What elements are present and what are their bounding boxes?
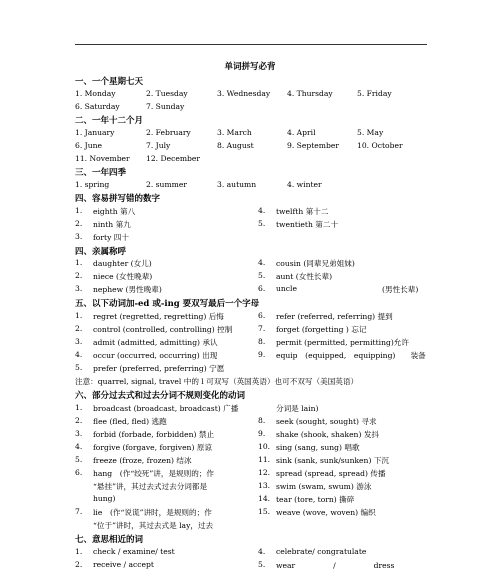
list-item: occur (occurred, occurring) 出现 [93, 351, 218, 360]
list-item: weave (wove, woven) 编织 [276, 508, 376, 517]
list-item: 分词是 lain) [276, 404, 319, 413]
item-number: 8. [258, 337, 266, 346]
list-row [75, 337, 427, 349]
section-heading-numbers: 四、容易拼写错的数字 [75, 194, 161, 204]
list-item: 3. March [217, 128, 252, 137]
list-row [75, 89, 427, 101]
list-item: 2. summer [146, 180, 187, 189]
list-item: daughter (女儿) [93, 259, 152, 268]
list-row [75, 455, 427, 467]
list-row [75, 363, 427, 375]
list-item: seek (sought, sought) 寻求 [276, 417, 377, 426]
list-item: wear / dress [276, 561, 395, 570]
item-number: 5. [258, 560, 266, 569]
item-number: 4. [258, 547, 266, 556]
list-item: shake (shook, shaken) 发抖 [276, 430, 380, 439]
item-number: 13. [258, 481, 271, 490]
list-item: 6. June [75, 141, 102, 150]
item-number: 6. [75, 468, 83, 477]
item-number: 7. [75, 507, 83, 516]
list-row [75, 271, 427, 283]
section-heading-weekdays: 一、一个星期七天 [75, 77, 144, 87]
item-number: 1. [75, 206, 83, 215]
item-number: 9. [258, 350, 266, 359]
list-row [75, 481, 427, 493]
list-item: forget (forgetting ) 忘记 [276, 325, 367, 334]
list-item: 12. December [146, 154, 201, 163]
section-heading-seasons: 三、一年四季 [75, 168, 127, 178]
item-number: 7. [258, 324, 266, 333]
list-row [75, 520, 427, 532]
item-number: 3. [75, 429, 83, 438]
list-item: twelfth 第十二 [276, 207, 329, 216]
item-number: 9. [258, 429, 266, 438]
list-item: forty 四十 [93, 233, 129, 242]
item-number: 10. [258, 442, 271, 451]
item-number: 3. [75, 337, 83, 346]
item-number: 6. [258, 284, 266, 293]
list-item: check / examine/ test [93, 547, 175, 556]
item-number: 4. [258, 206, 266, 215]
list-item-note: (男性长辈) [382, 285, 419, 294]
list-row [75, 154, 427, 166]
item-number: 6. [258, 311, 266, 320]
section-heading-months: 二、一年十二个月 [75, 116, 144, 126]
list-row [75, 429, 427, 441]
list-row [75, 232, 427, 244]
list-item: sing (sang, sung) 唱歌 [276, 443, 360, 452]
item-number: 2. [75, 560, 83, 569]
item-number: 3. [75, 232, 83, 241]
list-item: “悬挂”讲，其过去式过去分词都是 [93, 482, 208, 491]
list-item: celebrate/ congratulate [276, 547, 367, 556]
list-item: 7. Sunday [146, 102, 185, 111]
list-item: 4. Thursday [287, 89, 333, 98]
list-item: cousin (同辈兄弟姐妹) [276, 259, 355, 268]
list-item: equip (equipped, equipping) 装备 [276, 351, 426, 360]
list-item: receive / accept [93, 560, 154, 569]
header-rule [75, 44, 427, 45]
item-number: 2. [75, 271, 83, 280]
list-item: lie (作“说谎”讲时，是规则的；作 [93, 508, 212, 517]
item-number: 5. [258, 271, 266, 280]
page-title: 单词拼写必背 [224, 62, 276, 72]
item-number: 12. [258, 468, 271, 477]
list-row [75, 442, 427, 454]
section-heading-irregular-verbs: 六、部分过去式和过去分词不规则变化的动词 [75, 391, 246, 401]
list-item: refer (referred, referring) 提到 [276, 312, 393, 321]
list-row [75, 258, 427, 270]
list-item: spread (spread, spread) 传播 [276, 469, 386, 478]
item-number: 1. [75, 547, 83, 556]
list-item: nephew (男性晚辈) [93, 285, 162, 294]
list-item: freeze (froze, frozen) 结冰 [93, 456, 192, 465]
item-number: 1. [75, 311, 83, 320]
item-number: 2. [75, 219, 83, 228]
list-item: 11. November [75, 154, 130, 163]
item-number: 15. [258, 507, 271, 516]
item-number: 1. [75, 258, 83, 267]
list-item: 1. January [75, 128, 115, 137]
list-row [75, 403, 427, 415]
list-item: permit (permitted, permitting)允许 [276, 338, 409, 347]
list-item: 7. July [146, 141, 171, 150]
list-item: 4. April [287, 128, 316, 137]
list-row [75, 141, 427, 153]
section-heading-double-consonant: 五、以下动词加-ed 或-ing 要双写最后一个字母 [75, 299, 260, 309]
list-row [75, 128, 427, 140]
list-item: forgive (forgave, forgiven) 原谅 [93, 443, 213, 452]
list-row [75, 547, 427, 559]
list-item: admit (admitted, admitting) 承认 [93, 338, 218, 347]
list-item: 3. Wednesday [217, 89, 271, 98]
list-item: twentieth 第二十 [276, 220, 339, 229]
list-item: 9. September [287, 141, 339, 150]
list-item: eighth 第八 [93, 207, 136, 216]
list-row [75, 324, 427, 336]
item-number: 2. [75, 324, 83, 333]
item-number: 11. [258, 455, 271, 464]
list-row [75, 494, 427, 506]
list-item: tear (tore, torn) 撕碎 [276, 495, 355, 504]
list-row [75, 507, 427, 519]
section-heading-relatives: 四、亲属称呼 [75, 247, 127, 257]
list-item: 10. October [357, 141, 403, 150]
item-number: 4. [75, 350, 83, 359]
item-number: 1. [75, 403, 83, 412]
list-item: 1. Monday [75, 89, 116, 98]
list-item: regret (regretted, regretting) 后悔 [93, 312, 224, 321]
list-item: hung) [93, 494, 116, 503]
list-item: 1. spring [75, 180, 110, 189]
item-number: 8. [258, 416, 266, 425]
list-item: “位于”讲时，其过去式是 lay，过去 [93, 521, 214, 530]
list-row [75, 284, 427, 296]
section-heading-similar-words: 七、意思相近的词 [75, 535, 144, 545]
item-number: 3. [75, 284, 83, 293]
list-item: broadcast (broadcast, broadcast) 广播 [93, 404, 239, 413]
item-number: 4. [258, 258, 266, 267]
list-item: 3. autumn [217, 180, 257, 189]
list-item: 2. February [146, 128, 191, 137]
list-item: hang (作“绞死”讲，是规则的；作 [93, 469, 215, 478]
list-row [75, 560, 427, 572]
list-item: ninth 第九 [93, 220, 131, 229]
list-item: forbid (forbade, forbidden) 禁止 [93, 430, 215, 439]
item-number: 2. [75, 416, 83, 425]
list-item: 6. Saturday [75, 102, 120, 111]
list-item: niece (女性晚辈) [93, 272, 153, 281]
list-row [75, 180, 427, 192]
item-number: 14. [258, 494, 271, 503]
list-row [75, 102, 427, 114]
item-number: 4. [75, 442, 83, 451]
list-item: uncle [276, 284, 297, 293]
list-item: 5. May [357, 128, 384, 137]
list-row [75, 311, 427, 323]
note-text: 注意：quarrel, signal, travel 中的 l 可双写（英国英语）也可不双写（美国英语） [75, 377, 359, 386]
list-row [75, 350, 427, 362]
list-row [75, 468, 427, 480]
list-item: control (controlled, controlling) 控制 [93, 325, 233, 334]
list-item: 2. Tuesday [146, 89, 188, 98]
list-row [75, 206, 427, 218]
list-item: aunt (女性长辈) [276, 272, 333, 281]
list-item: 5. Friday [357, 89, 392, 98]
item-number: 5. [75, 455, 83, 464]
list-item: sink (sank, sunk/sunken) 下沉 [276, 456, 390, 465]
list-row [75, 219, 427, 231]
list-item: 4. winter [287, 180, 322, 189]
item-number: 5. [258, 219, 266, 228]
list-item: flee (fled, fled) 逃跑 [93, 417, 167, 426]
list-item: 8. August [217, 141, 254, 150]
list-item: swim (swam, swum) 游泳 [276, 482, 372, 491]
item-number: 5. [75, 363, 83, 372]
list-row [75, 416, 427, 428]
list-item: prefer (preferred, preferring) 宁愿 [93, 364, 225, 373]
